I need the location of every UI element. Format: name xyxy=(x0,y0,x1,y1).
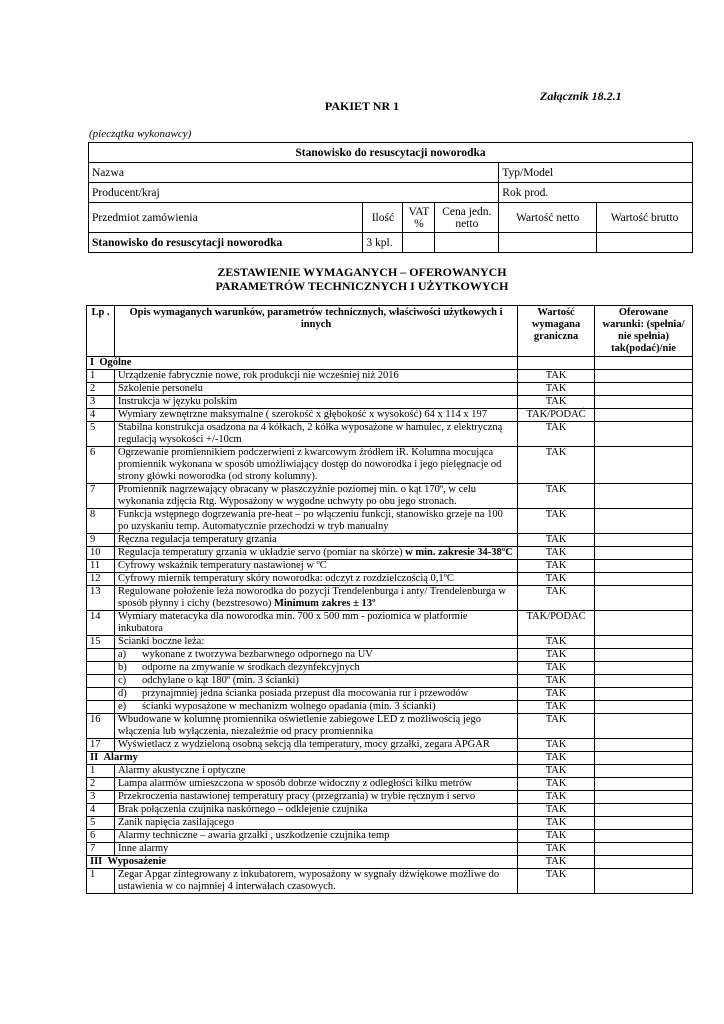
required-value: TAK xyxy=(518,586,595,611)
sub-letter: d) xyxy=(117,688,127,699)
required-value: TAK xyxy=(518,573,595,586)
table-row xyxy=(87,409,693,422)
row-number: 5 xyxy=(87,422,115,447)
section-title: Alarmy xyxy=(103,752,138,763)
gross-value-label: Wartość brutto xyxy=(597,203,693,233)
row-number: 1 xyxy=(87,765,115,778)
row-description xyxy=(114,534,517,547)
required-value: TAK/PODAĆ xyxy=(518,611,595,636)
table-row xyxy=(87,534,693,547)
offered-value-cell xyxy=(595,817,693,830)
table-row xyxy=(87,778,693,791)
table-row xyxy=(87,447,693,484)
row-description xyxy=(114,817,517,830)
description-text: Regulacja temperatury grzania w układzie servo (pomiar na skórze) xyxy=(117,547,406,558)
description-text: Wyświetlacz z wydzieloną osobną sekcją dla temperatury, mocy grzałki, zegara APGAR xyxy=(117,739,490,750)
offered-value-cell xyxy=(595,791,693,804)
description-text: Wymiary materacyka dla noworodka min. 700 x 500 mm - poziomica w platformie inkubatora xyxy=(117,611,468,634)
item-name: Stanowisko do resuscytacji noworodka xyxy=(89,233,363,253)
required-value: TAK xyxy=(518,817,595,830)
row-description xyxy=(114,714,517,739)
subject-label: Przedmiot zamówienia xyxy=(89,203,363,233)
required-value: TAK xyxy=(518,383,595,396)
offered-value-cell xyxy=(595,370,693,383)
row-description xyxy=(114,688,517,701)
offered-value-cell xyxy=(595,422,693,447)
required-value: TAK xyxy=(518,804,595,817)
offered-value-cell xyxy=(595,534,693,547)
row-description xyxy=(114,447,517,484)
required-value: TAK xyxy=(518,830,595,843)
producer-label: Producent/kraj xyxy=(89,183,499,203)
row-number: 6 xyxy=(87,830,115,843)
offered-value-cell xyxy=(595,752,693,765)
description-text: Cyfrowy wskaźnik temperatury nastawionej w ºC xyxy=(117,560,327,571)
required-value: TAK xyxy=(518,636,595,649)
name-label: Nazwa xyxy=(89,163,499,183)
required-value: TAK xyxy=(518,739,595,752)
description-text: Cyfrowy miernik temperatury skóry noworodka: odczyt z rozdzielczością 0,1ºC xyxy=(117,573,454,584)
table-row xyxy=(87,586,693,611)
table-row xyxy=(87,547,693,560)
description-text: Ogrzewanie promiennikiem podczerwieni z kwarcowym źródłem iR. Kolumna mocująca promiennik wykonana w sposób umożliwiający dostęp do noworodka i jego pielęgnacje od strony główki noworodka (od strony kolumny). xyxy=(117,447,502,482)
required-value: TAK xyxy=(518,370,595,383)
row-number xyxy=(87,701,115,714)
offered-value-cell xyxy=(595,739,693,752)
required-value: TAK xyxy=(518,856,595,869)
gross-value-cell xyxy=(597,233,693,253)
row-description xyxy=(114,509,517,534)
row-number: II Alarmy xyxy=(87,752,518,765)
col-desc-header: Opis wymaganych warunków, parametrów technicznych, właściwości użytkowych i innych xyxy=(114,306,517,357)
offered-value-cell xyxy=(595,662,693,675)
row-description xyxy=(114,573,517,586)
table-row xyxy=(87,714,693,739)
required-value: TAK xyxy=(518,509,595,534)
required-value: TAK xyxy=(518,843,595,856)
table-row xyxy=(87,611,693,636)
row-description xyxy=(114,765,517,778)
description-text: Wbudowane w kolumnę promiennika oświetlenie zabiegowe LED z możliwością jego włączenia lub wyłączenia, niezależnie od pracy promiennika xyxy=(117,714,481,737)
required-value: TAK xyxy=(518,688,595,701)
row-description xyxy=(114,804,517,817)
offered-value-cell xyxy=(595,675,693,688)
offered-value-cell xyxy=(595,869,693,894)
required-value: TAK xyxy=(518,447,595,484)
row-description xyxy=(114,739,517,752)
row-description xyxy=(114,662,517,675)
table-row xyxy=(87,791,693,804)
heading-line-1: ZESTAWIENIE WYMAGANYCH – OFEROWANYCH xyxy=(217,265,507,279)
description-text: Zanik napięcia zasilającego xyxy=(117,817,234,828)
description-emphasis: w min. zakresie 34-38ºC xyxy=(405,547,513,558)
row-number xyxy=(87,675,115,688)
description-text: przynajmniej jedna ścianka posiada przepust dla mocowania rur i przewodów xyxy=(141,688,469,699)
offered-value-cell xyxy=(595,560,693,573)
table-row xyxy=(87,370,693,383)
row-description xyxy=(114,370,517,383)
row-number: 12 xyxy=(87,573,115,586)
required-value: TAK xyxy=(518,752,595,765)
description-text: odchylane o kąt 180º (min. 3 ścianki) xyxy=(141,675,299,686)
offered-value-cell xyxy=(595,396,693,409)
table-row xyxy=(87,573,693,586)
row-number xyxy=(87,649,115,662)
table-row xyxy=(87,649,693,662)
row-number: 10 xyxy=(87,547,115,560)
annex-label: Załącznik 18.2.1 xyxy=(540,89,622,103)
row-number: III Wyposażenie xyxy=(87,856,518,869)
offered-value-cell xyxy=(595,701,693,714)
description-text: Promiennik nagrzewający obracany w płaszczyźnie poziomej min. o kąt 170º, w celu wykonania zdjęcia Rtg. Wyposażony w wygodne uchwyty po obu jego stronach. xyxy=(117,484,477,507)
offered-value-cell xyxy=(595,830,693,843)
row-number: 4 xyxy=(87,409,115,422)
heading-line-2: PARAMETRÓW TECHNICZNYCH I UŻYTKOWYCH xyxy=(215,279,509,293)
row-description xyxy=(114,611,517,636)
required-value: TAK xyxy=(518,791,595,804)
description-text: Urządzenie fabrycznie nowe, rok produkcji nie wcześniej niż 2016 xyxy=(117,370,399,381)
table-row xyxy=(87,636,693,649)
required-value: TAK xyxy=(518,422,595,447)
package-title: PAKIET NR 1 xyxy=(324,99,400,113)
row-number: 16 xyxy=(87,714,115,739)
row-number xyxy=(87,662,115,675)
section-row xyxy=(87,752,693,765)
qty-label: Ilość xyxy=(363,203,403,233)
row-description xyxy=(114,422,517,447)
description-text: Inne alarmy xyxy=(117,843,169,854)
offered-value-cell xyxy=(595,586,693,611)
item-qty: 3 kpl. xyxy=(363,233,403,253)
table-row xyxy=(87,817,693,830)
row-description xyxy=(114,649,517,662)
table-row xyxy=(87,830,693,843)
row-description xyxy=(114,409,517,422)
stamp-note: (pieczątka wykonawcy) xyxy=(89,128,192,140)
row-description xyxy=(114,396,517,409)
row-description xyxy=(114,778,517,791)
header-table xyxy=(88,142,693,253)
row-number: 2 xyxy=(87,383,115,396)
description-text: Instrukcja w języku polskim xyxy=(117,396,238,407)
row-number: 7 xyxy=(87,843,115,856)
unit-price-cell xyxy=(435,233,499,253)
row-number: 15 xyxy=(87,636,115,649)
row-number: 11 xyxy=(87,560,115,573)
required-value: TAK xyxy=(518,396,595,409)
description-text: wykonane z tworzywa bezbarwnego odpornego na UV xyxy=(141,649,373,660)
description-text: Alarmy akustyczne i optyczne xyxy=(117,765,246,776)
description-text: Ręczna regulacja temperatury grzania xyxy=(117,534,277,545)
offered-value-cell xyxy=(595,484,693,509)
description-text: Przekroczenia nastawionej temperatury pracy (przegrzania) w trybie ręcznym i servo xyxy=(117,791,476,802)
vat-cell xyxy=(403,233,435,253)
description-text: Lampa alarmów umieszczona w sposób dobrze widoczny z odległości kilku metrów xyxy=(117,778,472,789)
section-heading xyxy=(0,265,724,293)
description-text: Zegar Apgar zintegrowany z inkubatorem, wyposażony w sygnały dźwiękowe możliwe do ustawienia w co najmniej 4 interwałach czasowych. xyxy=(117,869,500,892)
row-description xyxy=(114,383,517,396)
offered-value-cell xyxy=(595,509,693,534)
description-text: Regulowane położenie leża noworodka do pozycji Trendelenburga i anty/ Trendelenburga w sposób płynny i cichy (bezstresowo) xyxy=(117,586,506,609)
offered-value-cell xyxy=(595,611,693,636)
table-row xyxy=(87,765,693,778)
description-text: Brak połączenia czujnika naskórnego – odklejenie czujnika xyxy=(117,804,368,815)
row-description xyxy=(114,586,517,611)
required-value: TAK xyxy=(518,662,595,675)
offered-value-cell xyxy=(595,765,693,778)
offered-value-cell xyxy=(595,636,693,649)
table-row xyxy=(87,843,693,856)
row-number: 3 xyxy=(87,396,115,409)
table-row xyxy=(87,383,693,396)
net-value-cell xyxy=(499,233,597,253)
required-value: TAK xyxy=(518,714,595,739)
table-row xyxy=(87,422,693,447)
offered-value-cell xyxy=(595,843,693,856)
required-value: TAK xyxy=(518,869,595,894)
requirements-table xyxy=(86,305,693,894)
row-description xyxy=(114,636,517,649)
offered-value-cell xyxy=(595,856,693,869)
required-value: TAK xyxy=(518,778,595,791)
row-description xyxy=(114,675,517,688)
row-number: 9 xyxy=(87,534,115,547)
table-row xyxy=(87,701,693,714)
offered-value-cell xyxy=(595,804,693,817)
required-value: TAK/PODAĆ xyxy=(518,409,595,422)
offered-value-cell xyxy=(595,357,693,370)
description-text: Szkolenie personelu xyxy=(117,383,203,394)
table-row xyxy=(87,739,693,752)
section-title: Ogólne xyxy=(99,357,132,368)
row-number: 1 xyxy=(87,869,115,894)
row-description xyxy=(114,484,517,509)
description-text: Alarmy techniczne – awaria grzałki , uszkodzenie czujnika temp xyxy=(117,830,390,841)
required-value xyxy=(518,357,595,370)
offered-value-cell xyxy=(595,447,693,484)
sub-letter: a) xyxy=(117,649,127,660)
row-number xyxy=(87,688,115,701)
section-row xyxy=(87,856,693,869)
offered-value-cell xyxy=(595,649,693,662)
table-row xyxy=(87,509,693,534)
required-value: TAK xyxy=(518,649,595,662)
description-text: Ścianki boczne leża: xyxy=(117,636,205,647)
col-offered-header: Oferowane warunki: (spełnia/ nie spełnia) tak(podać)/nie xyxy=(595,306,693,357)
section-title: Wyposażenie xyxy=(107,856,167,867)
row-number: 3 xyxy=(87,791,115,804)
row-description xyxy=(114,830,517,843)
table-row xyxy=(87,560,693,573)
description-text: odporne na zmywanie w środkach dezynfekcyjnych xyxy=(141,662,360,673)
table-row xyxy=(87,675,693,688)
offered-value-cell xyxy=(595,409,693,422)
type-label: Typ/Model xyxy=(499,163,693,183)
sub-letter: b) xyxy=(117,662,127,673)
row-description xyxy=(114,547,517,560)
vat-label: VAT % xyxy=(403,203,435,233)
table-row xyxy=(87,662,693,675)
offered-value-cell xyxy=(595,714,693,739)
required-value: TAK xyxy=(518,675,595,688)
col-required-header: Wartość wymagana graniczna xyxy=(518,306,595,357)
table-row xyxy=(87,484,693,509)
table-row xyxy=(87,688,693,701)
row-description xyxy=(114,843,517,856)
offered-value-cell xyxy=(595,547,693,560)
row-description xyxy=(114,701,517,714)
row-number: 13 xyxy=(87,586,115,611)
row-number: 7 xyxy=(87,484,115,509)
row-number: 1 xyxy=(87,370,115,383)
offered-value-cell xyxy=(595,688,693,701)
net-value-label: Wartość netto xyxy=(499,203,597,233)
table-row xyxy=(87,804,693,817)
required-value: TAK xyxy=(518,547,595,560)
row-number: 6 xyxy=(87,447,115,484)
sub-letter: e) xyxy=(117,701,127,712)
row-description xyxy=(114,791,517,804)
description-emphasis: Minimum zakres ± 13º xyxy=(273,598,376,609)
required-value: TAK xyxy=(518,484,595,509)
table-row xyxy=(87,396,693,409)
description-text: Wymiary zewnętrzne maksymalne ( szerokość x głębokość x wysokość) 64 x 114 x 197 xyxy=(117,409,487,420)
year-label: Rok prod. xyxy=(499,183,693,203)
col-lp-header: Lp . xyxy=(87,306,115,357)
row-number: 14 xyxy=(87,611,115,636)
description-text: Stabilna konstrukcja osadzona na 4 kółkach, 2 kółka wyposażone w hamulec, z elektryczną regulacją wysokości +/-10cm xyxy=(117,422,503,445)
required-value: TAK xyxy=(518,701,595,714)
offered-value-cell xyxy=(595,778,693,791)
required-value: TAK xyxy=(518,765,595,778)
row-number: 5 xyxy=(87,817,115,830)
sub-letter: c) xyxy=(117,675,127,686)
header-title: Stanowisko do resuscytacji noworodka xyxy=(89,143,693,163)
row-number: 8 xyxy=(87,509,115,534)
row-number: 4 xyxy=(87,804,115,817)
offered-value-cell xyxy=(595,573,693,586)
row-number: 17 xyxy=(87,739,115,752)
description-text: Funkcja wstępnego dogrzewania pre-heat – po włączeniu funkcji, stanowisko grzeje na 100 po uzyskaniu temp. Automatycznie przechodzi w tryb manualny xyxy=(117,509,503,532)
description-text: ścianki wyposażone w mechanizm wolnego opadania (min. 3 ścianki) xyxy=(141,701,436,712)
table-row xyxy=(87,869,693,894)
required-value: TAK xyxy=(518,560,595,573)
row-number: I Ogólne xyxy=(87,357,518,370)
unit-price-label: Cena jedn. netto xyxy=(435,203,499,233)
row-number: 2 xyxy=(87,778,115,791)
row-description xyxy=(114,560,517,573)
required-value: TAK xyxy=(518,534,595,547)
offered-value-cell xyxy=(595,383,693,396)
row-description xyxy=(114,869,517,894)
section-row xyxy=(87,357,693,370)
